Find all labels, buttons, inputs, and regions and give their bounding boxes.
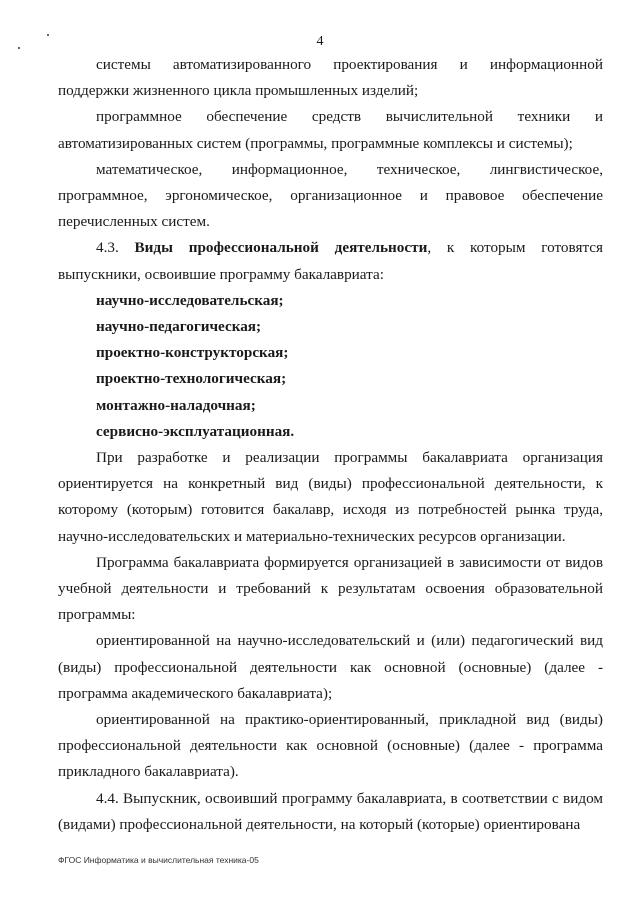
paragraph-support-types: математическое, информационное, техническое, лингвистическое, программное, эргономическое, организационное и правовое обеспечение перечисленных систем.: [58, 160, 603, 231]
section-rest: , к которым готовятся выпускники, освоившие программу бакалавриата:: [58, 239, 603, 283]
activity-type: сервисно-эксплуатационная.: [96, 422, 295, 440]
page-number: 4: [316, 34, 324, 49]
paragraph-cad-systems: системы автоматизированного проектирования и информационной поддержки жизненного цикла промышленных изделий;: [58, 56, 603, 100]
paragraph-academic: ориентированной на научно-исследовательский и (или) педагогический вид (виды) профессиональной деятельности как основной (основные) (далее - программа академического бакалавриата);: [58, 632, 603, 702]
section-number: 4.3.: [96, 239, 119, 257]
section-4-4: 4.4. Выпускник, освоивший программу бакалавриата, в соответствии с видом (видами) профессиональной деятельности, на который (которые) ориентирована: [58, 789, 603, 833]
activity-type: научно-педагогическая;: [96, 318, 262, 336]
activity-type: проектно-конструкторская;: [96, 344, 289, 362]
activity-type: монтажно-наладочная;: [96, 396, 256, 414]
activity-type: научно-исследовательская;: [96, 291, 284, 309]
section-bold-title: Виды профессиональной деятельности: [134, 239, 428, 257]
section-4-3: [58, 235, 603, 287]
paragraph-formation: Программа бакалавриата формируется организацией в зависимости от видов учебной деятельности и требований к результатам освоения образовательной программы:: [58, 553, 603, 624]
paragraph-applied: ориентированной на практико-ориентированный, прикладной вид (виды) профессиональной деятельности как основной (основные) (далее - программа прикладного бакалавриата).: [58, 711, 603, 781]
body-text: [58, 52, 603, 838]
page-footer: ФГОС Информатика и вычислительная техника-05: [58, 855, 259, 865]
activity-type: проектно-технологическая;: [96, 370, 287, 388]
paragraph-software: программное обеспечение средств вычислительной техники и автоматизированных систем (программы, программные комплексы и системы);: [58, 108, 603, 152]
paragraph-development: При разработке и реализации программы бакалавриата организация ориентируется на конкретный вид (виды) профессиональной деятельности, к которому (которым) готовится бакалавр, исходя из потребностей рынка труда, научно-исследовательских и материально-технических ресурсов организации.: [58, 449, 603, 545]
